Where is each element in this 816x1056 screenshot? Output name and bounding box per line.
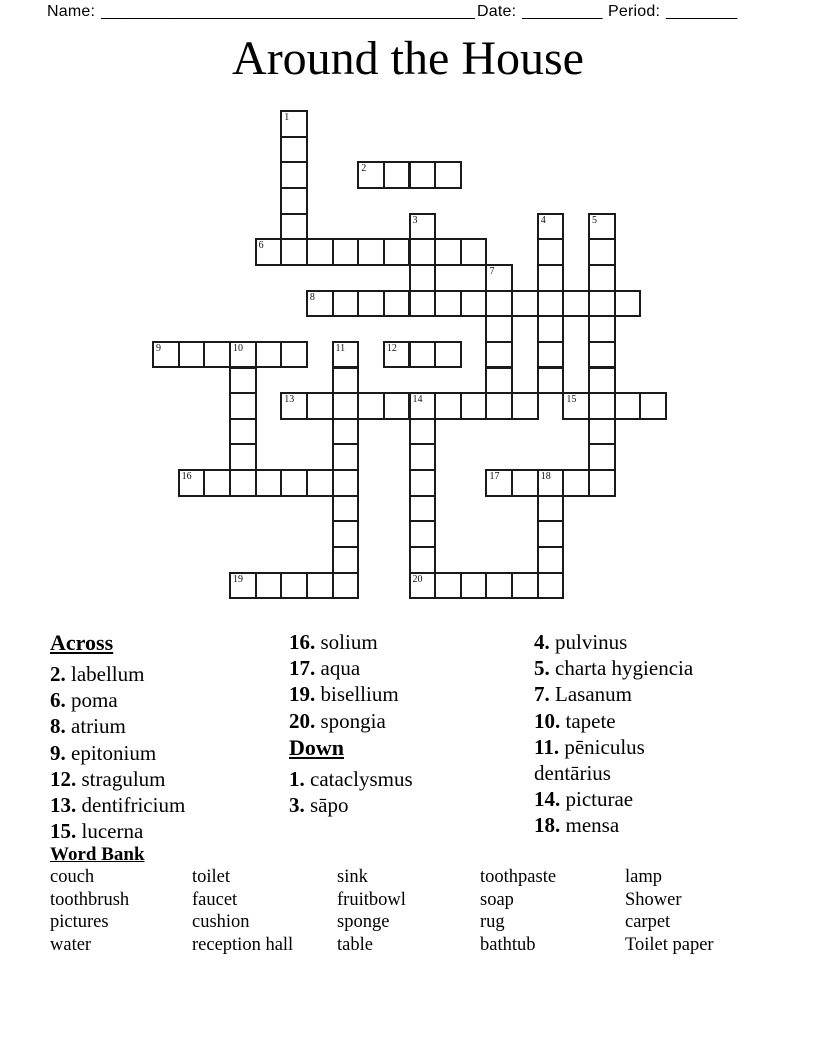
clue-item-text: solium [315, 630, 378, 654]
grid-cell[interactable] [357, 290, 385, 318]
clue-item-text: mensa [560, 813, 620, 838]
clue-item-number: 4. [534, 630, 550, 654]
grid-cell[interactable] [332, 546, 360, 574]
clue-number: 15 [566, 394, 577, 406]
clue-item [534, 734, 706, 786]
word-bank-item: rug [480, 912, 505, 933]
grid-cell[interactable] [255, 238, 283, 266]
clue-item [50, 792, 275, 818]
grid-cell[interactable] [332, 238, 360, 266]
date-label: Date: [477, 3, 517, 20]
grid-cell[interactable] [588, 290, 616, 318]
grid-cell[interactable] [383, 392, 411, 420]
grid-cell[interactable] [255, 341, 283, 369]
grid-cell[interactable] [332, 418, 360, 446]
grid-cell[interactable] [229, 392, 257, 420]
clue-item-number: 16. [289, 630, 316, 654]
clue-item-number: 20. [289, 708, 316, 733]
grid-cell[interactable] [588, 341, 616, 369]
grid-cell[interactable] [383, 290, 411, 318]
grid-cell[interactable] [357, 161, 385, 189]
clue-item-text: spongia [315, 708, 386, 733]
grid-cell[interactable] [537, 367, 565, 395]
clue-item-text: stragulum [76, 766, 166, 791]
clue-number: 16 [181, 471, 192, 483]
page-title: Around the House [232, 32, 584, 85]
header-name-field [47, 2, 475, 22]
clue-item-number: 8. [50, 714, 66, 739]
grid-cell[interactable] [409, 546, 437, 574]
word-bank-item: Shower [625, 889, 682, 910]
grid-cell[interactable] [511, 572, 539, 600]
clue-item-number: 19. [289, 682, 316, 707]
grid-cell[interactable] [280, 161, 308, 189]
clue-item-text: sāpo [304, 793, 349, 818]
clue-item-text: tapete [560, 708, 616, 733]
clue-item [289, 708, 517, 734]
clue-number: 17 [489, 471, 500, 483]
grid-cell[interactable] [485, 290, 513, 318]
clue-number: 1 [284, 112, 290, 123]
grid-cell[interactable] [460, 392, 488, 420]
clue-item [289, 655, 517, 681]
clue-item-number: 17. [289, 656, 316, 681]
grid-cell[interactable] [588, 238, 616, 266]
clue-item-text: epitonium [65, 740, 157, 765]
grid-cell[interactable] [332, 290, 360, 318]
clue-number: 2 [361, 163, 367, 175]
clue-item [534, 786, 706, 812]
clue-item-number: 5. [534, 656, 550, 681]
clue-item-text: pēniculus dentārius [534, 734, 645, 786]
word-bank-item: lamp [625, 867, 662, 887]
clue-number: 8 [309, 291, 315, 303]
grid-cell[interactable] [280, 136, 308, 164]
clue-item [50, 766, 275, 792]
clue-item [50, 740, 275, 766]
grid-cell[interactable] [434, 290, 462, 318]
word-bank-item: toothpaste [480, 867, 557, 887]
grid-cell[interactable] [409, 264, 437, 292]
grid-cell[interactable] [485, 367, 513, 395]
grid-cell[interactable] [537, 238, 565, 266]
word-bank-column-5 [625, 866, 714, 957]
word-bank-item: toothbrush [50, 889, 130, 910]
down-heading: Down [289, 734, 345, 760]
grid-cell[interactable] [588, 418, 616, 446]
grid-cell[interactable] [332, 341, 360, 369]
grid-cell[interactable] [485, 264, 513, 292]
clue-item-text: picturae [560, 787, 634, 812]
word-bank-item: reception hall [192, 935, 294, 956]
grid-cell[interactable] [537, 469, 565, 497]
grid-cell[interactable] [511, 469, 539, 497]
clue-item-text: labellum [65, 662, 145, 686]
grid-cell[interactable] [357, 392, 385, 420]
grid-cell[interactable] [537, 315, 565, 343]
clue-item [534, 681, 706, 707]
clue-item-text: lucerna [76, 819, 144, 844]
grid-cell[interactable] [409, 469, 437, 497]
grid-cell[interactable] [434, 392, 462, 420]
grid-cell[interactable] [588, 264, 616, 292]
word-bank-item: couch [50, 867, 95, 887]
grid-cell[interactable] [511, 290, 539, 318]
word-bank-item: sponge [337, 912, 390, 933]
grid-cell[interactable] [332, 520, 360, 548]
grid-cell[interactable] [332, 392, 360, 420]
grid-cell[interactable] [485, 392, 513, 420]
word-bank-item: bathtub [480, 935, 536, 956]
clue-number: 9 [156, 342, 161, 354]
clue-item-number: 9. [50, 740, 66, 765]
grid-cell[interactable] [537, 572, 565, 600]
grid-cell[interactable] [178, 341, 206, 369]
grid-cell[interactable] [588, 315, 616, 343]
clue-item-text: cataclysmus [304, 766, 413, 791]
period-label: Period: [608, 3, 661, 20]
clue-item [534, 708, 706, 734]
grid-cell[interactable] [280, 187, 308, 215]
grid-cell[interactable] [409, 161, 437, 189]
clue-item-text: Lasanum [549, 682, 632, 707]
header-period-field [608, 2, 737, 22]
clue-column-1 [50, 629, 275, 844]
word-bank-item: cushion [192, 912, 250, 933]
word-bank-item: fruitbowl [337, 889, 406, 910]
grid-cell[interactable] [332, 572, 360, 600]
grid-cell[interactable] [280, 238, 308, 266]
grid-cell[interactable] [434, 572, 462, 600]
grid-cell[interactable] [383, 161, 411, 189]
word-bank-item: faucet [192, 889, 238, 910]
clue-number: 3 [412, 214, 418, 226]
clue-item-number: 11. [534, 734, 560, 759]
header-date-field [477, 2, 602, 22]
grid-cell[interactable] [306, 572, 334, 600]
grid-cell[interactable] [434, 238, 462, 266]
grid-cell[interactable] [588, 392, 616, 420]
clue-item-number: 12. [50, 766, 77, 791]
grid-cell[interactable] [537, 290, 565, 318]
clue-number: 5 [592, 214, 598, 226]
clue-item-number: 18. [534, 813, 561, 838]
clue-number: 13 [284, 394, 295, 406]
grid-cell[interactable] [537, 520, 565, 548]
clue-item-number: 13. [50, 793, 77, 818]
grid-cell[interactable] [562, 469, 590, 497]
clue-number: 10 [232, 342, 243, 354]
word-bank-item: carpet [625, 912, 671, 933]
grid-cell[interactable] [280, 110, 308, 138]
grid-cell[interactable] [409, 520, 437, 548]
grid-cell[interactable] [409, 238, 437, 266]
grid-cell[interactable] [588, 443, 616, 471]
grid-cell[interactable] [485, 572, 513, 600]
grid-cell[interactable] [280, 213, 308, 241]
clue-item-number: 2. [50, 662, 66, 686]
grid-cell[interactable] [280, 469, 308, 497]
clue-item-number: 1. [289, 766, 305, 791]
grid-cell[interactable] [409, 392, 437, 420]
grid-cell[interactable] [409, 495, 437, 523]
grid-cell[interactable] [537, 546, 565, 574]
word-bank-column-2 [192, 866, 293, 957]
grid-cell[interactable] [409, 572, 437, 600]
grid-cell[interactable] [485, 341, 513, 369]
word-bank-item: soap [480, 889, 514, 910]
word-bank-column-4 [480, 866, 556, 957]
grid-cell[interactable] [460, 290, 488, 318]
clue-number: 18 [540, 471, 551, 483]
clue-item [50, 661, 275, 687]
clue-item [289, 681, 517, 707]
clue-number: 6 [258, 240, 264, 252]
grid-cell[interactable] [280, 392, 308, 420]
clue-item-number: 3. [289, 793, 305, 818]
word-bank-column-1 [50, 866, 129, 957]
grid-cell[interactable] [306, 238, 334, 266]
clue-item [289, 766, 517, 792]
grid-cell[interactable] [485, 315, 513, 343]
clue-item-number: 10. [534, 708, 561, 733]
grid-cell[interactable] [460, 572, 488, 600]
clue-item-text: pulvinus [549, 630, 628, 654]
clue-item-text: charta hygiencia [549, 656, 694, 681]
grid-cell[interactable] [409, 290, 437, 318]
clue-item [50, 713, 275, 739]
grid-cell[interactable] [332, 469, 360, 497]
clue-item-number: 6. [50, 688, 66, 713]
grid-cell[interactable] [255, 572, 283, 600]
grid-cell[interactable] [255, 469, 283, 497]
grid-cell[interactable] [639, 392, 667, 420]
grid-cell[interactable] [332, 495, 360, 523]
grid-cell[interactable] [357, 238, 385, 266]
clue-item [50, 687, 275, 713]
grid-cell[interactable] [537, 341, 565, 369]
grid-cell[interactable] [306, 290, 334, 318]
grid-cell[interactable] [409, 418, 437, 446]
grid-cell[interactable] [588, 213, 616, 241]
word-bank-item: table [337, 935, 373, 956]
grid-cell[interactable] [614, 392, 642, 420]
clue-number: 4 [540, 214, 546, 226]
name-label: Name: [47, 3, 96, 20]
grid-cell[interactable] [229, 367, 257, 395]
grid-cell[interactable] [229, 443, 257, 471]
grid-cell[interactable] [537, 213, 565, 241]
grid-cell[interactable] [562, 290, 590, 318]
grid-cell[interactable] [537, 264, 565, 292]
grid-cell[interactable] [229, 572, 257, 600]
grid-cell[interactable] [152, 341, 180, 369]
word-bank-item: water [50, 935, 92, 956]
clue-item-number: 14. [534, 787, 561, 812]
grid-cell[interactable] [306, 392, 334, 420]
grid-cell[interactable] [383, 341, 411, 369]
grid-cell[interactable] [562, 392, 590, 420]
word-bank-item: toilet [192, 867, 231, 887]
name-blank-line[interactable]: __________________________________________ [101, 3, 475, 20]
grid-cell[interactable] [511, 392, 539, 420]
clue-number: 20 [412, 573, 423, 585]
clue-item-text: poma [65, 688, 118, 713]
grid-cell[interactable] [409, 213, 437, 241]
grid-cell[interactable] [203, 341, 231, 369]
grid-cell[interactable] [434, 341, 462, 369]
clue-number: 19 [232, 573, 243, 585]
word-bank-item: Toilet paper [625, 935, 714, 956]
grid-cell[interactable] [485, 469, 513, 497]
grid-cell[interactable] [178, 469, 206, 497]
grid-cell[interactable] [409, 443, 437, 471]
clue-number: 12 [386, 342, 397, 354]
clue-item [50, 818, 275, 844]
clue-item-text: dentifricium [76, 793, 186, 818]
clue-number: 11 [335, 342, 346, 354]
grid-cell[interactable] [229, 341, 257, 369]
grid-cell[interactable] [614, 290, 642, 318]
period-blank-line[interactable]: ________ [666, 3, 738, 20]
clue-number: 14 [412, 394, 423, 406]
grid-cell[interactable] [460, 238, 488, 266]
clue-item [534, 629, 706, 655]
clue-column-3 [534, 629, 706, 839]
grid-cell[interactable] [434, 161, 462, 189]
grid-cell[interactable] [229, 469, 257, 497]
clue-item [289, 629, 517, 655]
grid-cell[interactable] [203, 469, 231, 497]
grid-cell[interactable] [383, 238, 411, 266]
clue-number: 7 [489, 265, 495, 277]
clue-item [289, 792, 517, 818]
grid-cell[interactable] [229, 418, 257, 446]
clue-item-text: aqua [315, 656, 361, 681]
clue-item-number: 15. [50, 819, 77, 844]
grid-cell[interactable] [280, 341, 308, 369]
clue-item [534, 812, 706, 838]
grid-cell[interactable] [588, 469, 616, 497]
across-heading: Across [50, 630, 114, 655]
clue-item-number: 7. [534, 682, 550, 707]
grid-cell[interactable] [537, 495, 565, 523]
word-bank-item: sink [337, 867, 368, 887]
word-bank-column-3 [337, 866, 406, 957]
clue-item-text: bisellium [315, 682, 399, 707]
grid-cell[interactable] [409, 341, 437, 369]
grid-cell[interactable] [332, 443, 360, 471]
clue-column-2 [289, 629, 517, 818]
grid-cell[interactable] [280, 572, 308, 600]
clue-item-text: atrium [65, 714, 126, 739]
word-bank-heading: Word Bank [50, 844, 145, 865]
grid-cell[interactable] [306, 469, 334, 497]
grid-cell[interactable] [332, 367, 360, 395]
word-bank-item: pictures [50, 912, 109, 933]
clue-item [534, 655, 706, 681]
grid-cell[interactable] [588, 367, 616, 395]
date-blank-line[interactable]: _________ [522, 3, 603, 20]
